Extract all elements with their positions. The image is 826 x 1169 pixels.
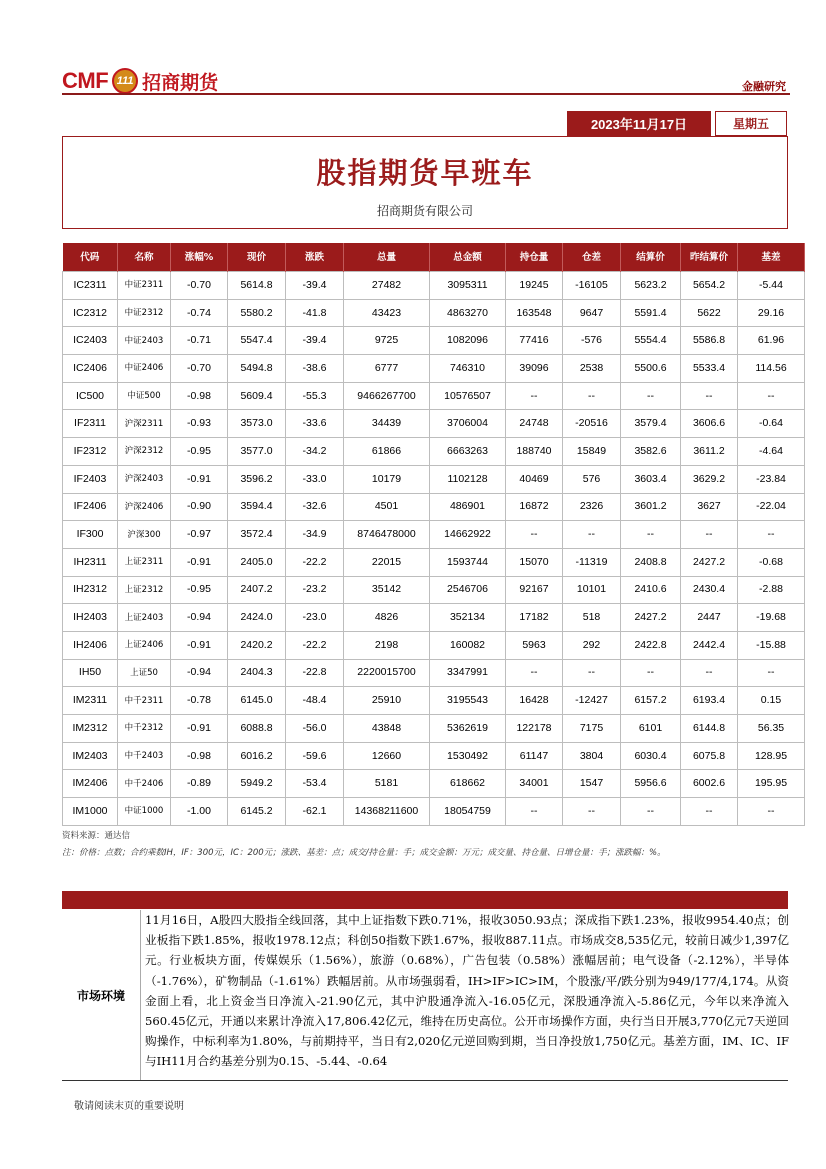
table-cell: -- xyxy=(621,659,681,687)
table-cell: 61866 xyxy=(344,438,430,466)
table-cell: 6777 xyxy=(344,355,430,383)
table-cell: 沪深2311 xyxy=(118,410,171,438)
table-cell: 2407.2 xyxy=(228,576,286,604)
table-cell: 22015 xyxy=(344,548,430,576)
table-cell: 6193.4 xyxy=(681,687,738,715)
logo-badge-icon: 111 xyxy=(112,68,138,94)
table-cell: IF2406 xyxy=(63,493,118,521)
report-date: 2023年11月17日 xyxy=(567,111,711,136)
table-cell: IC500 xyxy=(63,382,118,410)
table-cell: -15.88 xyxy=(738,631,805,659)
table-cell: 10576507 xyxy=(430,382,506,410)
table-row xyxy=(63,687,805,715)
table-cell: IH2312 xyxy=(63,576,118,604)
table-cell: -22.8 xyxy=(286,659,344,687)
table-cell: 160082 xyxy=(430,631,506,659)
table-cell: IM2312 xyxy=(63,715,118,743)
table-body xyxy=(63,272,805,826)
logo-text-en: CMF xyxy=(62,68,109,93)
table-cell: -39.4 xyxy=(286,272,344,300)
table-cell: 3579.4 xyxy=(621,410,681,438)
table-cell: -38.6 xyxy=(286,355,344,383)
table-cell: 2198 xyxy=(344,631,430,659)
table-cell: 6157.2 xyxy=(621,687,681,715)
column-header: 总金额 xyxy=(430,243,506,272)
table-cell: 1082096 xyxy=(430,327,506,355)
table-cell: 746310 xyxy=(430,355,506,383)
table-cell: 6016.2 xyxy=(228,742,286,770)
table-cell: 沪深300 xyxy=(118,521,171,549)
table-row xyxy=(63,272,805,300)
table-row xyxy=(63,465,805,493)
table-cell: 122178 xyxy=(506,715,563,743)
table-cell: -55.3 xyxy=(286,382,344,410)
table-cell: 5623.2 xyxy=(621,272,681,300)
table-cell: 5614.8 xyxy=(228,272,286,300)
column-header: 代码 xyxy=(63,243,118,272)
table-cell: 128.95 xyxy=(738,742,805,770)
table-cell: -23.84 xyxy=(738,465,805,493)
table-cell: -- xyxy=(506,798,563,826)
table-cell: -53.4 xyxy=(286,770,344,798)
table-cell: -0.70 xyxy=(171,272,228,300)
section-tag: 金融研究 xyxy=(742,80,786,93)
table-cell: -0.71 xyxy=(171,327,228,355)
table-cell: -- xyxy=(506,521,563,549)
table-cell: 6075.8 xyxy=(681,742,738,770)
table-cell: -39.4 xyxy=(286,327,344,355)
table-cell: 6144.8 xyxy=(681,715,738,743)
table-cell: 2405.0 xyxy=(228,548,286,576)
table-cell: 5554.4 xyxy=(621,327,681,355)
company-logo xyxy=(62,66,218,96)
table-cell: 7175 xyxy=(563,715,621,743)
table-cell: 2424.0 xyxy=(228,604,286,632)
table-cell: -0.97 xyxy=(171,521,228,549)
table-cell: 中证2403 xyxy=(118,327,171,355)
table-cell: 114.56 xyxy=(738,355,805,383)
table-cell: 3594.4 xyxy=(228,493,286,521)
table-cell: 19245 xyxy=(506,272,563,300)
table-cell: -0.95 xyxy=(171,576,228,604)
table-cell: 518 xyxy=(563,604,621,632)
table-cell: 2430.4 xyxy=(681,576,738,604)
table-cell: -0.91 xyxy=(171,631,228,659)
table-cell: 2442.4 xyxy=(681,631,738,659)
table-cell: -0.78 xyxy=(171,687,228,715)
table-cell: 61147 xyxy=(506,742,563,770)
table-cell: 2538 xyxy=(563,355,621,383)
table-row xyxy=(63,438,805,466)
table-cell: 1593744 xyxy=(430,548,506,576)
table-cell: -0.91 xyxy=(171,548,228,576)
table-cell: IF2312 xyxy=(63,438,118,466)
section-bottom-line xyxy=(62,1080,788,1081)
table-cell: 中千2406 xyxy=(118,770,171,798)
table-row xyxy=(63,715,805,743)
table-cell: 77416 xyxy=(506,327,563,355)
table-cell: -59.6 xyxy=(286,742,344,770)
table-cell: IM1000 xyxy=(63,798,118,826)
futures-quote-table xyxy=(62,243,805,826)
table-row xyxy=(63,631,805,659)
table-cell: 34001 xyxy=(506,770,563,798)
table-cell: -0.91 xyxy=(171,465,228,493)
table-cell: -0.94 xyxy=(171,659,228,687)
report-weekday: 星期五 xyxy=(715,111,787,136)
market-section-text: 11月16日，A股四大股指全线回落，其中上证指数下跌0.71%，报收3050.93点；深成指下跌1.23%，报收9954.40点；创业板指下跌1.85%，报收1978.12点；科创50指数下跌1.67%，报收887.11点。市场成交8,535亿元，较前日减少1,397亿元。行业板块方面，传媒娱乐（1.56%），旅游（0.68%），广告包装（0.58%）涨幅居前；电气设备（-2.12%），半导体（-1.76%），矿物制品（-1.61%）跌幅居前。从市场强弱看，IH>IF>IC>IM，个股涨/平/跌分别为949/177/4,174。从资金面上看，北上资金当日净流入-21.90亿元，其中沪股通净流入-16.05亿元，深股通净流入-5.86亿元，今年以来净流入560.45亿元，开通以来累计净流入17,806.42亿元，维持在历史高位。公开市场操作方面，央行当日开展3,770亿元7天逆回购操作，中标利率为1.80%，与前期持平，当日有2,020亿元逆回购到期，当日净投放1,750亿元。基差方面，IM、IC、IF与IH11月合约基差分别为0.15、-5.44、-0.64 xyxy=(145,913,789,1069)
table-cell: 沪深2406 xyxy=(118,493,171,521)
table-cell: 1547 xyxy=(563,770,621,798)
table-cell: 5622 xyxy=(681,299,738,327)
table-cell: 上证2311 xyxy=(118,548,171,576)
page-title: 股指期货早班车 xyxy=(316,156,534,190)
table-cell: 17182 xyxy=(506,604,563,632)
column-header: 涨跌 xyxy=(286,243,344,272)
table-cell: 3195543 xyxy=(430,687,506,715)
table-cell: 中证2311 xyxy=(118,272,171,300)
table-cell: 3611.2 xyxy=(681,438,738,466)
table-cell: -0.98 xyxy=(171,742,228,770)
table-cell: 12660 xyxy=(344,742,430,770)
table-cell: -- xyxy=(563,382,621,410)
table-cell: 61.96 xyxy=(738,327,805,355)
table-cell: 中证2406 xyxy=(118,355,171,383)
table-cell: 576 xyxy=(563,465,621,493)
table-cell: 3582.6 xyxy=(621,438,681,466)
table-cell: -- xyxy=(621,521,681,549)
table-cell: -- xyxy=(681,798,738,826)
column-header: 现价 xyxy=(228,243,286,272)
table-cell: -0.74 xyxy=(171,299,228,327)
table-cell: 292 xyxy=(563,631,621,659)
table-cell: 3347991 xyxy=(430,659,506,687)
table-cell: IC2311 xyxy=(63,272,118,300)
table-row xyxy=(63,770,805,798)
table-cell: 2404.3 xyxy=(228,659,286,687)
table-cell: 25910 xyxy=(344,687,430,715)
table-cell: 39096 xyxy=(506,355,563,383)
table-cell: IM2403 xyxy=(63,742,118,770)
table-cell: 24748 xyxy=(506,410,563,438)
table-cell: 6002.6 xyxy=(681,770,738,798)
table-cell: -22.2 xyxy=(286,631,344,659)
table-cell: 中千2311 xyxy=(118,687,171,715)
table-cell: 35142 xyxy=(344,576,430,604)
table-cell: 9725 xyxy=(344,327,430,355)
table-cell: IC2312 xyxy=(63,299,118,327)
table-cell: 16872 xyxy=(506,493,563,521)
table-cell: -0.70 xyxy=(171,355,228,383)
table-cell: IF2311 xyxy=(63,410,118,438)
table-cell: -- xyxy=(738,382,805,410)
table-cell: 6145.2 xyxy=(228,798,286,826)
table-cell: 中证2312 xyxy=(118,299,171,327)
table-cell: -33.0 xyxy=(286,465,344,493)
table-cell: 2420.2 xyxy=(228,631,286,659)
table-note: 注：价格：点数；合约乘数IH，IF：300元，IC：200元；涨跌、基差：点；成交/持仓量：手；成交金额：万元；成交量、持仓量、日增仓量：手；涨跌幅：%。 xyxy=(62,848,666,858)
table-cell: 18054759 xyxy=(430,798,506,826)
table-cell: -22.04 xyxy=(738,493,805,521)
table-cell: 5949.2 xyxy=(228,770,286,798)
table-cell: 2427.2 xyxy=(621,604,681,632)
column-header: 基差 xyxy=(738,243,805,272)
table-cell: -0.68 xyxy=(738,548,805,576)
table-cell: -0.94 xyxy=(171,604,228,632)
header-divider xyxy=(62,93,790,95)
table-cell: -- xyxy=(621,382,681,410)
table-cell: 9466267700 xyxy=(344,382,430,410)
table-row xyxy=(63,659,805,687)
table-cell: -- xyxy=(738,521,805,549)
table-cell: 2408.8 xyxy=(621,548,681,576)
table-cell: 1530492 xyxy=(430,742,506,770)
table-cell: 4501 xyxy=(344,493,430,521)
table-cell: 8746478000 xyxy=(344,521,430,549)
table-cell: 沪深2403 xyxy=(118,465,171,493)
table-cell: 6030.4 xyxy=(621,742,681,770)
table-cell: 3627 xyxy=(681,493,738,521)
table-cell: 3706004 xyxy=(430,410,506,438)
table-cell: -- xyxy=(681,659,738,687)
table-row xyxy=(63,299,805,327)
table-cell: 上证2406 xyxy=(118,631,171,659)
table-cell: 352134 xyxy=(430,604,506,632)
table-cell: 2422.8 xyxy=(621,631,681,659)
table-cell: -2.88 xyxy=(738,576,805,604)
table-cell: 2427.2 xyxy=(681,548,738,576)
table-cell: 2546706 xyxy=(430,576,506,604)
footer-disclaimer: 敬请阅读末页的重要说明 xyxy=(74,1101,184,1112)
table-cell: -23.2 xyxy=(286,576,344,604)
table-cell: 5580.2 xyxy=(228,299,286,327)
section-bar xyxy=(62,891,788,909)
table-cell: 56.35 xyxy=(738,715,805,743)
table-cell: -- xyxy=(621,798,681,826)
table-cell: -0.64 xyxy=(738,410,805,438)
table-cell: IC2406 xyxy=(63,355,118,383)
table-cell: 486901 xyxy=(430,493,506,521)
table-cell: -12427 xyxy=(563,687,621,715)
table-cell: 9647 xyxy=(563,299,621,327)
table-cell: 3606.6 xyxy=(681,410,738,438)
table-cell: -0.90 xyxy=(171,493,228,521)
table-cell: 5494.8 xyxy=(228,355,286,383)
table-cell: 3629.2 xyxy=(681,465,738,493)
table-row xyxy=(63,798,805,826)
table-cell: 5547.4 xyxy=(228,327,286,355)
table-cell: 43423 xyxy=(344,299,430,327)
table-cell: -56.0 xyxy=(286,715,344,743)
company-name: 招商期货有限公司 xyxy=(376,204,473,218)
table-cell: 中千2403 xyxy=(118,742,171,770)
table-cell: -23.0 xyxy=(286,604,344,632)
table-cell: 4826 xyxy=(344,604,430,632)
table-row xyxy=(63,604,805,632)
table-cell: -- xyxy=(506,659,563,687)
table-cell: 5609.4 xyxy=(228,382,286,410)
table-cell: IC2403 xyxy=(63,327,118,355)
table-cell: 14368211600 xyxy=(344,798,430,826)
table-row xyxy=(63,742,805,770)
table-cell: 5956.6 xyxy=(621,770,681,798)
table-cell: -- xyxy=(738,798,805,826)
table-row xyxy=(63,521,805,549)
table-cell: 43848 xyxy=(344,715,430,743)
table-cell: 6101 xyxy=(621,715,681,743)
table-cell: 16428 xyxy=(506,687,563,715)
column-header: 结算价 xyxy=(621,243,681,272)
table-cell: 6145.0 xyxy=(228,687,286,715)
table-cell: IF300 xyxy=(63,521,118,549)
table-cell: 上证2312 xyxy=(118,576,171,604)
table-cell: IF2403 xyxy=(63,465,118,493)
table-cell: 5181 xyxy=(344,770,430,798)
table-cell: -16105 xyxy=(563,272,621,300)
table-cell: 5654.2 xyxy=(681,272,738,300)
table-cell: 2447 xyxy=(681,604,738,632)
table-cell: -11319 xyxy=(563,548,621,576)
table-cell: -- xyxy=(738,659,805,687)
table-cell: -33.6 xyxy=(286,410,344,438)
table-cell: 3603.4 xyxy=(621,465,681,493)
table-cell: -0.89 xyxy=(171,770,228,798)
column-header: 昨结算价 xyxy=(681,243,738,272)
table-cell: 6088.8 xyxy=(228,715,286,743)
table-cell: 3804 xyxy=(563,742,621,770)
table-cell: 3572.4 xyxy=(228,521,286,549)
table-cell: -0.95 xyxy=(171,438,228,466)
table-cell: -20516 xyxy=(563,410,621,438)
table-cell: 92167 xyxy=(506,576,563,604)
table-cell: 163548 xyxy=(506,299,563,327)
table-cell: 5586.8 xyxy=(681,327,738,355)
table-cell: IM2311 xyxy=(63,687,118,715)
table-cell: 34439 xyxy=(344,410,430,438)
table-cell: -- xyxy=(563,798,621,826)
table-cell: -0.93 xyxy=(171,410,228,438)
table-cell: 上证50 xyxy=(118,659,171,687)
table-cell: 3596.2 xyxy=(228,465,286,493)
table-cell: 5500.6 xyxy=(621,355,681,383)
table-cell: 618662 xyxy=(430,770,506,798)
table-cell: 3573.0 xyxy=(228,410,286,438)
table-cell: -1.00 xyxy=(171,798,228,826)
table-cell: 0.15 xyxy=(738,687,805,715)
column-header: 涨幅% xyxy=(171,243,228,272)
table-cell: 5362619 xyxy=(430,715,506,743)
table-cell: -- xyxy=(681,382,738,410)
table-cell: 3601.2 xyxy=(621,493,681,521)
table-cell: -48.4 xyxy=(286,687,344,715)
table-row xyxy=(63,410,805,438)
table-cell: IH2403 xyxy=(63,604,118,632)
table-cell: -- xyxy=(563,521,621,549)
table-cell: -19.68 xyxy=(738,604,805,632)
column-header: 仓差 xyxy=(563,243,621,272)
table-cell: 27482 xyxy=(344,272,430,300)
table-cell: 188740 xyxy=(506,438,563,466)
table-cell: 6663263 xyxy=(430,438,506,466)
table-cell: -22.2 xyxy=(286,548,344,576)
table-cell: 4863270 xyxy=(430,299,506,327)
table-cell: -576 xyxy=(563,327,621,355)
table-cell: 195.95 xyxy=(738,770,805,798)
table-cell: 1102128 xyxy=(430,465,506,493)
table-cell: -4.64 xyxy=(738,438,805,466)
table-cell: 中证500 xyxy=(118,382,171,410)
table-cell: IH50 xyxy=(63,659,118,687)
table-cell: 5533.4 xyxy=(681,355,738,383)
table-cell: 3095311 xyxy=(430,272,506,300)
table-cell: 5591.4 xyxy=(621,299,681,327)
table-cell: 10101 xyxy=(563,576,621,604)
table-cell: -62.1 xyxy=(286,798,344,826)
table-cell: 10179 xyxy=(344,465,430,493)
table-cell: -5.44 xyxy=(738,272,805,300)
table-cell: -41.8 xyxy=(286,299,344,327)
table-cell: 3577.0 xyxy=(228,438,286,466)
table-cell: -34.2 xyxy=(286,438,344,466)
table-cell: -32.6 xyxy=(286,493,344,521)
table-row xyxy=(63,576,805,604)
table-row xyxy=(63,493,805,521)
table-cell: 14662922 xyxy=(430,521,506,549)
table-cell: 2220015700 xyxy=(344,659,430,687)
table-row xyxy=(63,382,805,410)
column-header: 持仓量 xyxy=(506,243,563,272)
table-cell: 15849 xyxy=(563,438,621,466)
table-cell: 上证2403 xyxy=(118,604,171,632)
table-cell: IM2406 xyxy=(63,770,118,798)
logo-text-cn: 招商期货 xyxy=(142,71,219,94)
table-cell: 15070 xyxy=(506,548,563,576)
table-cell: 40469 xyxy=(506,465,563,493)
table-cell: IH2406 xyxy=(63,631,118,659)
table-cell: 5963 xyxy=(506,631,563,659)
column-header: 总量 xyxy=(344,243,430,272)
table-cell: -0.91 xyxy=(171,715,228,743)
market-section-label: 市场环境 xyxy=(76,988,125,1003)
table-row xyxy=(63,548,805,576)
table-cell: 中证1000 xyxy=(118,798,171,826)
table-cell: -- xyxy=(563,659,621,687)
table-cell: -34.9 xyxy=(286,521,344,549)
table-header-row xyxy=(63,243,805,272)
table-cell: 中千2312 xyxy=(118,715,171,743)
table-cell: -- xyxy=(681,521,738,549)
table-cell: IH2311 xyxy=(63,548,118,576)
table-row xyxy=(63,327,805,355)
table-cell: 29.16 xyxy=(738,299,805,327)
column-header: 名称 xyxy=(118,243,171,272)
table-row xyxy=(63,355,805,383)
table-cell: 2326 xyxy=(563,493,621,521)
data-source: 资料来源：通达信 xyxy=(62,831,131,841)
table-cell: -- xyxy=(506,382,563,410)
market-section-label-cell xyxy=(62,910,141,1080)
table-cell: 沪深2312 xyxy=(118,438,171,466)
table-cell: 2410.6 xyxy=(621,576,681,604)
table-cell: -0.98 xyxy=(171,382,228,410)
